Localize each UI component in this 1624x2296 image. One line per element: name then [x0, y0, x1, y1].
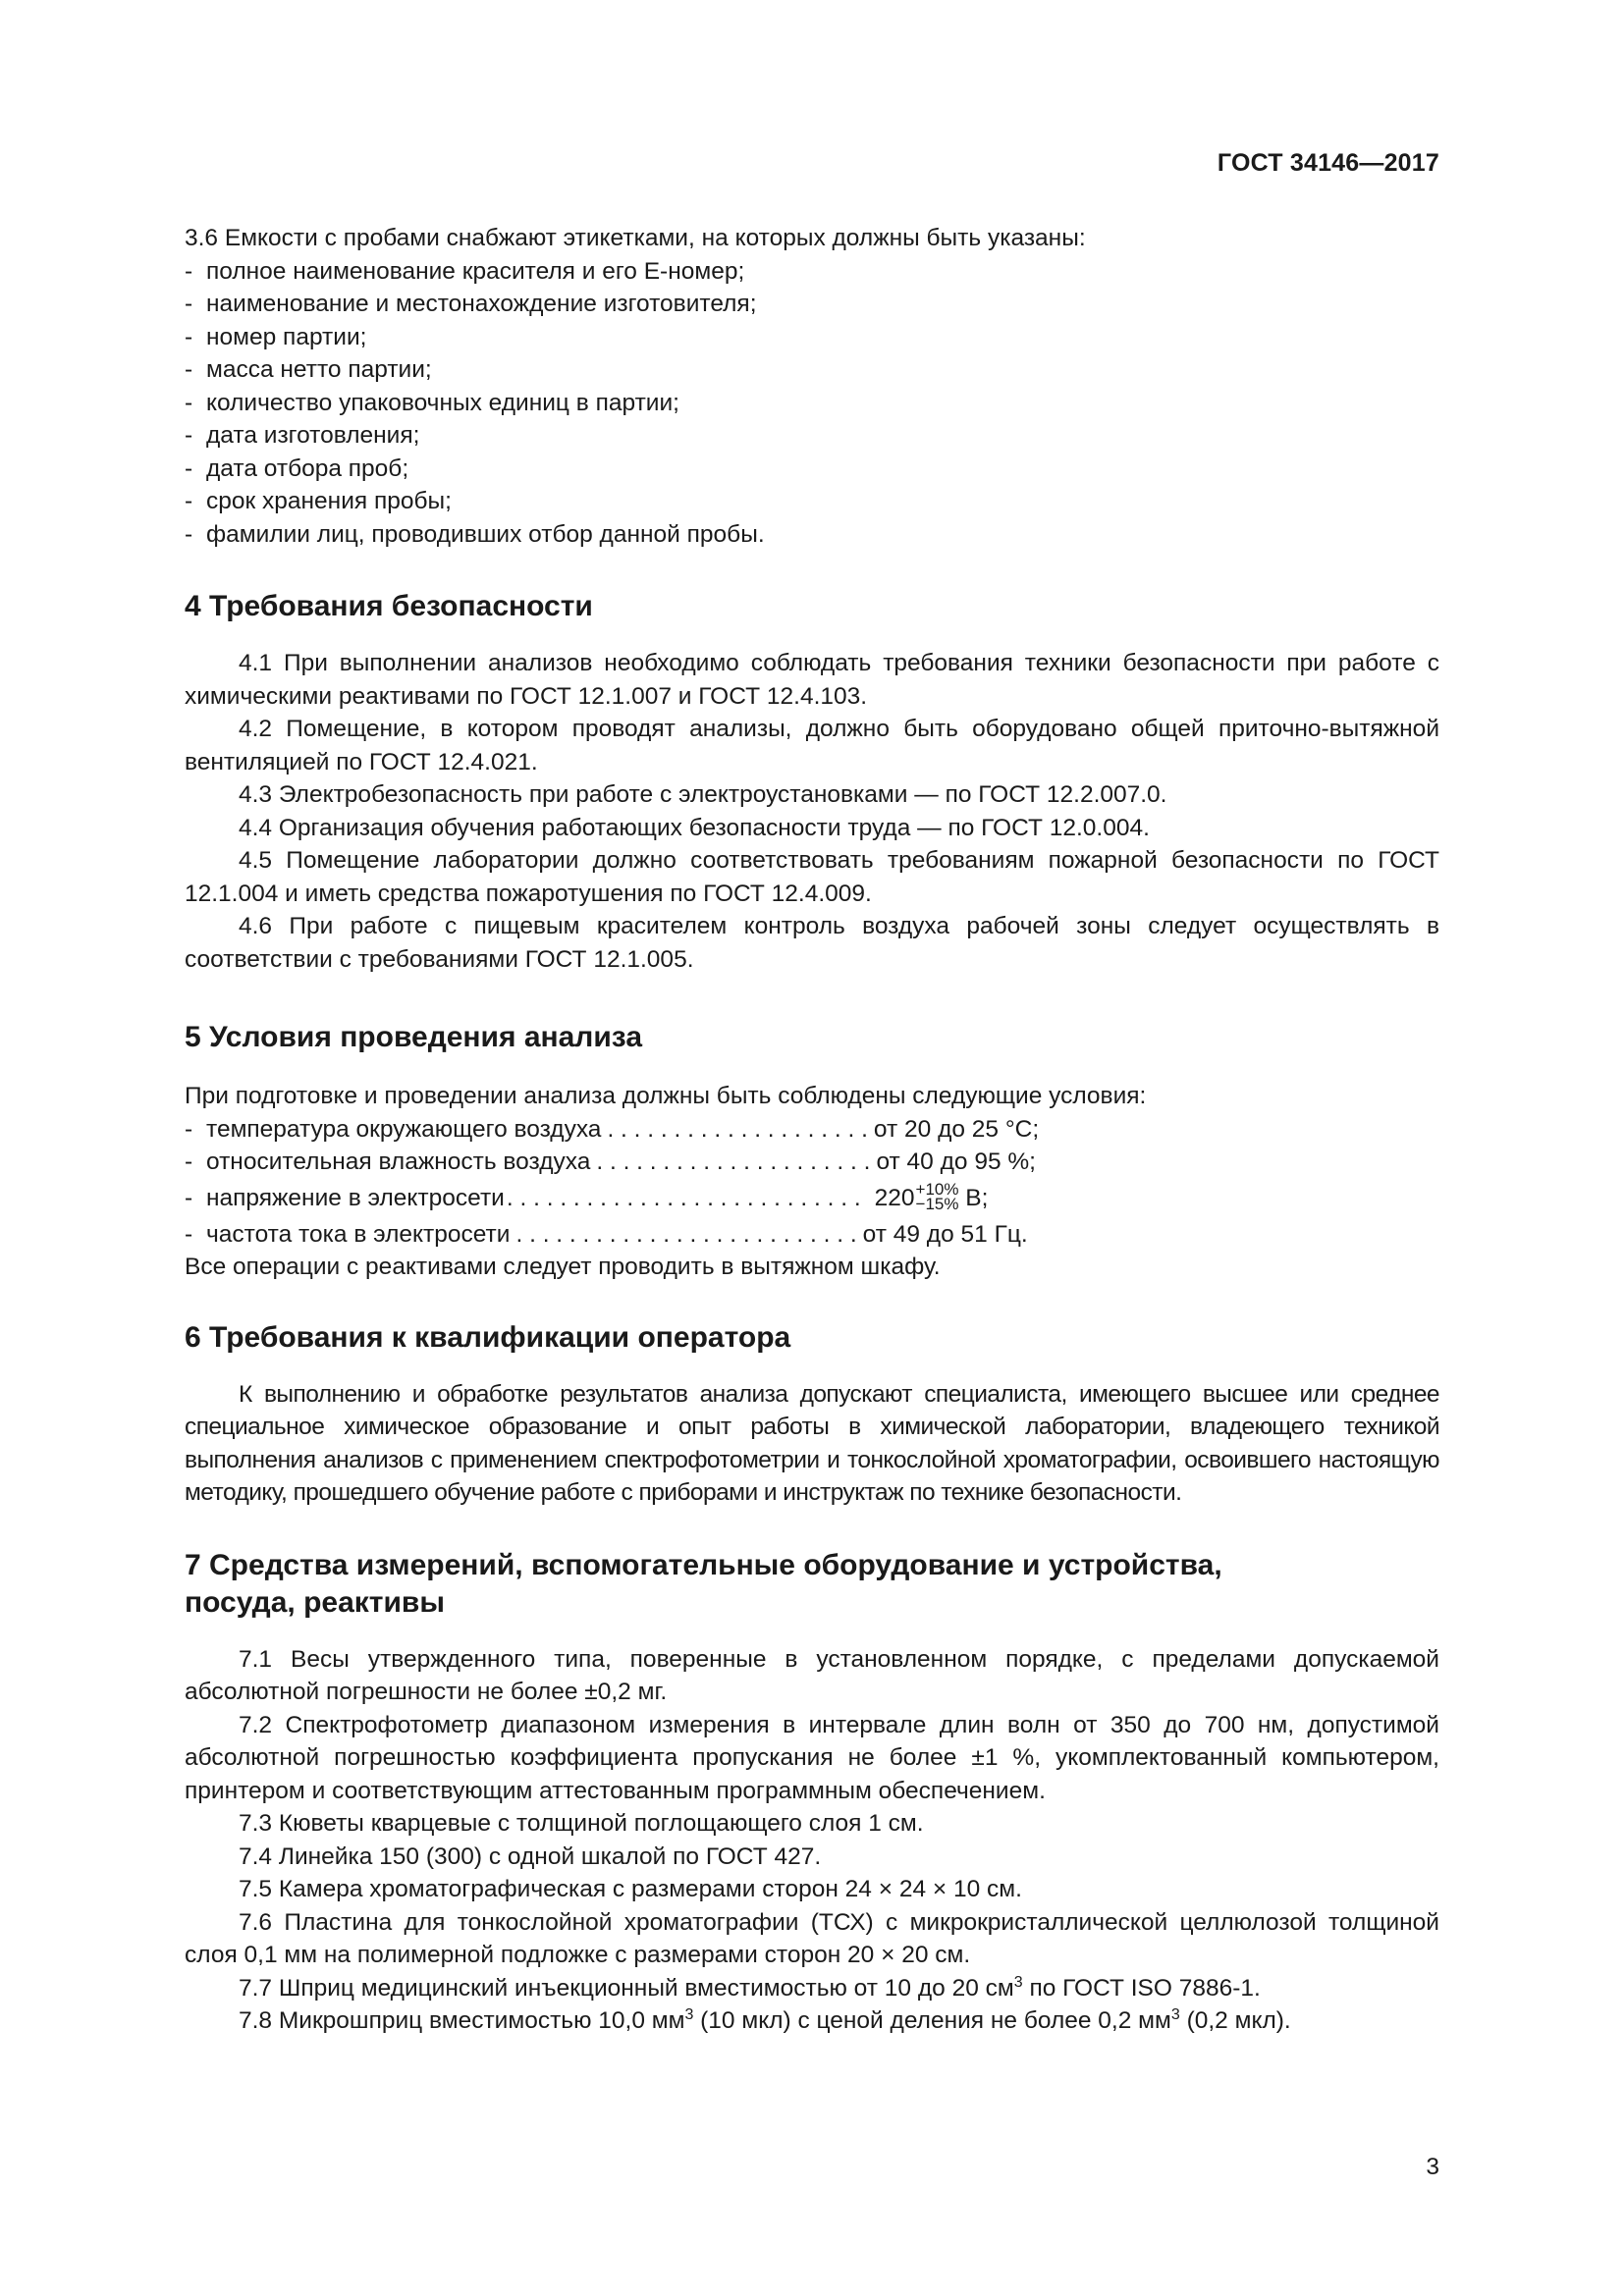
- list-dash: -: [185, 257, 193, 285]
- paragraph-7-8-text-mid: (10 мкл) с ценой деления не более 0,2 мм: [693, 2007, 1171, 2034]
- paragraph-7-3: 7.3 Кюветы кварцевые с толщиной поглощающего слоя 1 см.: [239, 1810, 924, 1837]
- section-7-body: [185, 1643, 1439, 2038]
- page-body: [185, 222, 1439, 2038]
- section-7-heading-line2: посуда, реактивы: [185, 1585, 445, 1619]
- list-item-text: количество упаковочных единиц в партии;: [206, 389, 679, 416]
- leader-dots: . . . . . . . . . . . . . . . . . . . . . . . . . . .: [506, 1184, 861, 1211]
- list-dash: -: [185, 389, 193, 416]
- section-7-heading-line1: 7 Средства измерений, вспомогательные оборудование и устройства,: [185, 1548, 1222, 1581]
- paragraph-5-intro: При подготовке и проведении анализа должны быть соблюдены следующие условия:: [185, 1083, 1147, 1109]
- paragraph-7-8-text-end: (0,2 мкл).: [1179, 2007, 1291, 2034]
- paragraph-5-note: Все операции с реактивами следует проводить в вытяжном шкафу.: [185, 1254, 941, 1280]
- condition-row: [185, 1218, 1439, 1252]
- list-item-text: масса нетто партии;: [206, 356, 432, 383]
- condition-label: напряжение в электросети: [206, 1184, 505, 1211]
- leader-dots: . . . . . . . . . . . . . . . . . . . . . . . . . .: [515, 1220, 857, 1248]
- section-4-body: [185, 647, 1439, 976]
- tolerance-plus: +10%: [915, 1180, 959, 1200]
- superscript: 3: [684, 2005, 694, 2023]
- list-dash: -: [185, 1184, 193, 1211]
- paragraph-7-4: 7.4 Линейка 150 (300) с одной шкалой по ГОСТ 427.: [239, 1842, 822, 1870]
- condition-value: [875, 1179, 989, 1218]
- condition-row: [185, 1113, 1439, 1147]
- section-6-body: [185, 1378, 1439, 1510]
- condition-row: [185, 1179, 1439, 1218]
- paragraph-4-2: 4.2 Помещение, в котором проводят анализы, должно быть оборудовано общей приточно-вытяжной вентиляцией по ГОСТ 12.4.021.: [185, 716, 1439, 775]
- list-item: [185, 387, 1439, 420]
- list-dash: -: [185, 291, 193, 317]
- condition-value: от 20 до 25 °С;: [873, 1115, 1040, 1143]
- paragraph-7-5: 7.5 Камера хроматографическая с размерами сторон 24 × 24 × 10 см.: [239, 1876, 1022, 1902]
- section-5-heading: 5 Условия проведения анализа: [185, 1021, 643, 1053]
- list-dash: -: [185, 488, 193, 514]
- section-5-body: [185, 1080, 1439, 1284]
- list-item: [185, 419, 1439, 453]
- condition-value: от 40 до 95 %;: [876, 1148, 1036, 1175]
- condition-label: относительная влажность воздуха: [206, 1148, 591, 1175]
- list-item: [185, 485, 1439, 518]
- paragraph-4-5: 4.5 Помещение лаборатории должно соответствовать требованиям пожарной безопасности по ГОСТ 12.1.004 и иметь средства пожаротушения по ГОСТ 12.4.009.: [185, 847, 1439, 907]
- section-4-heading: 4 Требования безопасности: [185, 590, 593, 622]
- paragraph-7-7: [185, 1972, 1439, 2005]
- paragraph-7-8-text: 7.8 Микрошприц вместимостью 10,0 мм: [239, 2007, 685, 2034]
- list-dash: -: [185, 520, 193, 548]
- paragraph-7-7-text: 7.7 Шприц медицинский инъекционный вместимостью от 10 до 20 см: [239, 1974, 1014, 2002]
- superscript: 3: [1013, 1973, 1023, 1991]
- section-7-heading: [185, 1547, 1439, 1622]
- leader-dots: . . . . . . . . . . . . . . . . . . . . .: [596, 1148, 871, 1175]
- voltage-unit: В;: [958, 1184, 989, 1211]
- list-dash: -: [185, 1148, 193, 1175]
- paragraph-7-8: [185, 2004, 1439, 2038]
- list-item-text: наименование и местонахождение изготовителя;: [206, 291, 757, 317]
- condition-label: температура окружающего воздуха: [206, 1115, 602, 1143]
- condition-label: частота тока в электросети: [206, 1220, 511, 1248]
- paragraph-3-6-intro: 3.6 Емкости с пробами снабжают этикетками, на которых должны быть указаны:: [185, 225, 1086, 251]
- list-item: [185, 453, 1439, 486]
- voltage-base: 220: [874, 1184, 915, 1211]
- list-item-text: номер партии;: [206, 323, 367, 350]
- paragraph-7-2: 7.2 Спектрофотометр диапазоном измерения в интервале длин волн от 350 до 700 нм, допустимой абсолютной погрешностью коэффициента пропускания не более ±1 %, укомплектованный компьютером, принтером и соответствующим аттестованным программным обеспечением.: [185, 1711, 1439, 1804]
- section-6-heading: 6 Требования к квалификации оператора: [185, 1320, 791, 1354]
- condition-row: [185, 1146, 1439, 1179]
- paragraph-7-7-text-end: по ГОСТ ISO 7886-1.: [1022, 1974, 1261, 2002]
- superscript: 3: [1170, 2005, 1180, 2023]
- list-dash: -: [185, 422, 193, 449]
- list-item-text: фамилии лиц, проводивших отбор данной пробы.: [206, 520, 765, 548]
- list-dash: -: [185, 356, 193, 383]
- paragraph-6: К выполнению и обработке результатов анализа допускают специалиста, имеющего высшее или среднее специальное химическое образование и опыт работы в химической лаборатории, владеющего техникой выполнения анализов с применением спектрофотометрии и тонкослойной хроматографии, освоившего настоящую методику, прошедшего обучение работе с приборами и инструктаж по технике безопасности.: [185, 1380, 1439, 1506]
- document-code: ГОСТ 34146—2017: [1217, 149, 1439, 177]
- list-dash: -: [185, 1220, 193, 1248]
- list-item: [185, 255, 1439, 289]
- list-dash: -: [185, 323, 193, 350]
- list-dash: -: [185, 454, 193, 482]
- condition-value: от 49 до 51 Гц.: [862, 1220, 1028, 1248]
- paragraph-7-6: 7.6 Пластина для тонкослойной хроматографии (ТСХ) с микрокристаллической целлюлозой толщиной слоя 0,1 мм на полимерной подложке с размерами сторон 20 × 20 см.: [185, 1908, 1439, 1968]
- list-item: [185, 288, 1439, 321]
- paragraph-4-1: 4.1 При выполнении анализов необходимо соблюдать требования техники безопасности при работе с химическими реактивами по ГОСТ 12.1.007 и ГОСТ 12.4.103.: [185, 650, 1439, 710]
- list-dash: -: [185, 1115, 193, 1143]
- list-item: [185, 518, 1439, 552]
- paragraph-4-4: 4.4 Организация обучения работающих безопасности труда — по ГОСТ 12.0.004.: [239, 814, 1150, 841]
- voltage-tolerance: [915, 1180, 959, 1214]
- list-item-text: дата изготовления;: [206, 422, 420, 449]
- list-item-text: дата отбора проб;: [206, 454, 409, 482]
- paragraph-4-3: 4.3 Электробезопасность при работе с электроустановками — по ГОСТ 12.2.007.0.: [239, 781, 1167, 808]
- section-3-6: [185, 222, 1439, 551]
- list-item: [185, 353, 1439, 387]
- list-item: [185, 321, 1439, 354]
- page-number: 3: [1426, 2154, 1439, 2180]
- paragraph-4-6: 4.6 При работе с пищевым красителем контроль воздуха рабочей зоны следует осуществлять в соответствии с требованиями ГОСТ 12.1.005.: [185, 913, 1439, 973]
- list-item-text: срок хранения пробы;: [206, 488, 452, 514]
- list-item-text: полное наименование красителя и его Е-номер;: [206, 257, 745, 285]
- tolerance-minus: −15%: [915, 1195, 959, 1214]
- leader-dots: . . . . . . . . . . . . . . . . . . . .: [607, 1115, 868, 1143]
- paragraph-7-1: 7.1 Весы утвержденного типа, поверенные в установленном порядке, с пределами допускаемой абсолютной погрешности не более ±0,2 мг.: [185, 1645, 1439, 1705]
